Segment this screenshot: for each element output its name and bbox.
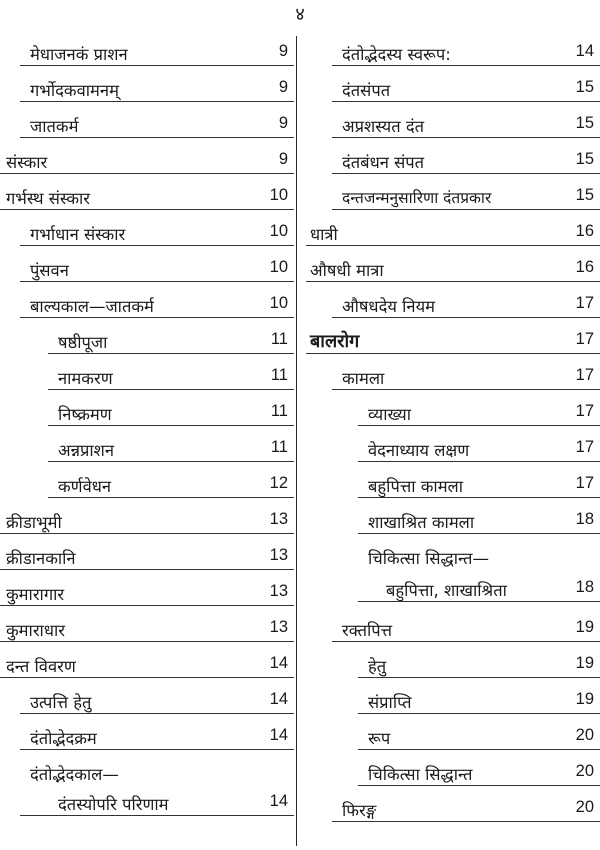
- toc-entry: [300, 434, 600, 464]
- toc-entry-page: 18: [575, 510, 594, 528]
- toc-entry-title: रूप: [368, 729, 391, 748]
- toc-entry-page: 17: [575, 474, 594, 492]
- entry-underline: [0, 209, 294, 210]
- entry-underline: [358, 425, 600, 426]
- toc-entry-page: 15: [575, 150, 594, 168]
- toc-entry: [0, 110, 294, 140]
- toc-entry: [300, 614, 600, 644]
- toc-entry-page: 17: [575, 330, 594, 348]
- toc-left-column: [0, 38, 294, 848]
- toc-entry: [0, 362, 294, 392]
- toc-entry-title: बाल्यकाल—जातकर्म: [30, 297, 154, 316]
- entry-underline: [332, 641, 600, 642]
- toc-entry-title: दंतबंधन संपत: [342, 153, 425, 172]
- toc-entry-page: 12: [269, 474, 288, 492]
- toc-entry-title: वेदनाध्याय लक्षण: [368, 441, 470, 460]
- entry-underline: [20, 317, 294, 318]
- toc-entry-page: 19: [575, 690, 594, 708]
- toc-entry-page: 9: [278, 150, 288, 168]
- toc-entry: [0, 290, 294, 320]
- toc-entry: [300, 794, 600, 824]
- entry-underline: [20, 281, 294, 282]
- toc-entry: [300, 218, 600, 248]
- toc-entry: [0, 722, 294, 752]
- entry-underline: [358, 713, 600, 714]
- entry-underline: [48, 389, 294, 390]
- toc-entry: [0, 758, 294, 788]
- toc-entry: [300, 182, 600, 212]
- toc-entry: [300, 470, 600, 500]
- toc-entry-page: 10: [269, 186, 288, 204]
- toc-entry-title: अन्नप्राशन: [58, 441, 115, 460]
- entry-underline: [20, 65, 294, 66]
- toc-entry-page: 10: [269, 258, 288, 276]
- entry-underline: [0, 641, 294, 642]
- toc-entry-page: 14: [269, 654, 288, 672]
- toc-entry-title: कर्णवेधन: [58, 477, 112, 496]
- toc-entry-page: 16: [575, 222, 594, 240]
- toc-entry-page: 10: [269, 222, 288, 240]
- toc-entry-title: धात्री: [310, 225, 338, 244]
- toc-entry: [0, 506, 294, 536]
- toc-entry-title: दंतस्योपरि परिणाम: [58, 795, 169, 814]
- toc-entry-page: 17: [575, 402, 594, 420]
- toc-entry-page: 13: [269, 510, 288, 528]
- toc-entry-title: फिरङ्ग: [342, 801, 377, 820]
- entry-underline: [358, 601, 600, 602]
- toc-entry: [300, 650, 600, 680]
- entry-underline: [332, 137, 600, 138]
- toc-entry-page: 18: [575, 578, 594, 596]
- toc-entry: [300, 574, 600, 604]
- toc-entry-title: दंतोद्भेदस्य स्वरूप:: [342, 45, 451, 64]
- toc-entry-title: कुमाराधार: [6, 621, 66, 640]
- entry-underline: [332, 821, 600, 822]
- entry-underline: [358, 677, 600, 678]
- entry-underline: [332, 173, 600, 174]
- toc-entry-page: 13: [269, 546, 288, 564]
- toc-entry: [0, 326, 294, 356]
- toc-entry: [300, 146, 600, 176]
- toc-entry-page: 11: [270, 330, 288, 348]
- entry-underline: [48, 461, 294, 462]
- toc-entry-title: दंतोद्भेदकाल—: [30, 765, 119, 784]
- entry-underline: [0, 533, 294, 534]
- entry-underline: [306, 245, 600, 246]
- toc-entry-title: मेधाजनकं प्राशन: [30, 45, 128, 64]
- toc-entry-page: 19: [575, 618, 594, 636]
- column-divider: [296, 36, 297, 846]
- toc-entry: [0, 38, 294, 68]
- page-number: ४: [295, 4, 305, 25]
- entry-underline: [306, 353, 600, 354]
- toc-entry-title: बालरोग: [310, 331, 360, 352]
- toc-entry: [300, 254, 600, 284]
- entry-underline: [0, 569, 294, 570]
- entry-underline: [358, 533, 600, 534]
- toc-entry-title: दंतसंपत: [342, 81, 391, 100]
- toc-entry-title: संस्कार: [6, 153, 48, 172]
- toc-entry: [0, 686, 294, 716]
- entry-underline: [20, 815, 294, 816]
- toc-entry-title: व्याख्या: [368, 405, 411, 424]
- toc-entry-title: क्रीडाभूमी: [6, 513, 62, 532]
- toc-entry-title: औषधदेय नियम: [342, 297, 436, 316]
- entry-underline: [332, 317, 600, 318]
- toc-entry-title: नामकरण: [58, 369, 113, 388]
- toc-entry: [0, 578, 294, 608]
- toc-entry-title: अप्रशस्यत दंत: [342, 117, 425, 136]
- toc-entry-page: 14: [269, 690, 288, 708]
- toc-entry: [0, 254, 294, 284]
- toc-entry-page: 19: [575, 654, 594, 672]
- toc-entry: [300, 38, 600, 68]
- toc-entry-title: दन्त विवरण: [6, 657, 76, 676]
- toc-entry-title: क्रीडानकानि: [6, 549, 76, 568]
- toc-entry-title: बहुपित्ता, शाखाश्रिता: [386, 581, 507, 600]
- toc-entry: [0, 398, 294, 428]
- toc-entry: [0, 434, 294, 464]
- toc-entry-title: संप्राप्ति: [368, 693, 412, 712]
- entry-underline: [0, 173, 294, 174]
- entry-underline: [358, 785, 600, 786]
- toc-entry-page: 10: [269, 294, 288, 312]
- toc-entry-title: शाखाश्रित कामला: [368, 513, 475, 532]
- toc-entry-title: गर्भोदकवामनम्: [30, 81, 119, 100]
- toc-entry: [300, 326, 600, 356]
- entry-underline: [48, 425, 294, 426]
- toc-entry-page: 15: [575, 186, 594, 204]
- toc-entry: [300, 542, 600, 572]
- toc-entry-page: 11: [270, 438, 288, 456]
- toc-entry-page: 11: [270, 402, 288, 420]
- toc-entry-page: 9: [278, 114, 288, 132]
- toc-entry-page: 17: [575, 438, 594, 456]
- toc-entry: [300, 686, 600, 716]
- toc-entry: [0, 542, 294, 572]
- toc-entry-page: 20: [575, 726, 594, 744]
- toc-entry-page: 9: [278, 42, 288, 60]
- toc-entry-page: 13: [269, 618, 288, 636]
- entry-underline: [20, 245, 294, 246]
- entry-underline: [20, 137, 294, 138]
- toc-entry: [0, 146, 294, 176]
- toc-entry-title: षष्ठीपूजा: [58, 333, 108, 352]
- toc-entry-page: 15: [575, 78, 594, 96]
- toc-entry-page: 17: [575, 366, 594, 384]
- toc-entry: [300, 722, 600, 752]
- toc-entry-page: 17: [575, 294, 594, 312]
- entry-underline: [358, 749, 600, 750]
- entry-underline: [20, 713, 294, 714]
- entry-underline: [358, 461, 600, 462]
- toc-entry: [0, 182, 294, 212]
- toc-entry: [300, 74, 600, 104]
- toc-entry-page: 9: [278, 78, 288, 96]
- entry-underline: [332, 209, 600, 210]
- toc-entry-title: गर्भाधान संस्कार: [30, 225, 126, 244]
- toc-entry-title: कामला: [342, 369, 385, 388]
- toc-entry-title: चिकित्सा सिद्धान्त: [368, 765, 473, 784]
- toc-right-column: [300, 38, 600, 848]
- toc-entry-title: दन्तजन्मनुसारिणा दंतप्रकार: [342, 189, 492, 207]
- toc-entry: [0, 218, 294, 248]
- toc-entry-page: 20: [575, 762, 594, 780]
- toc-entry-page: 20: [575, 798, 594, 816]
- entry-underline: [0, 605, 294, 606]
- toc-entry: [0, 650, 294, 680]
- entry-underline: [332, 101, 600, 102]
- entry-underline: [20, 749, 294, 750]
- toc-entry: [0, 74, 294, 104]
- entry-underline: [332, 65, 600, 66]
- entry-underline: [20, 101, 294, 102]
- toc-entry-page: 14: [269, 792, 288, 810]
- toc-entry: [300, 398, 600, 428]
- toc-entry-page: 15: [575, 114, 594, 132]
- entry-underline: [0, 677, 294, 678]
- entry-underline: [48, 353, 294, 354]
- toc-entry-title: बहुपित्ता कामला: [368, 477, 464, 496]
- entry-underline: [306, 281, 600, 282]
- toc-entry-title: दंतोद्भेदक्रम: [30, 729, 97, 748]
- entry-underline: [48, 497, 294, 498]
- toc-entry-page: 16: [575, 258, 594, 276]
- toc-entry: [0, 614, 294, 644]
- toc-entry: [0, 470, 294, 500]
- toc-entry: [300, 362, 600, 392]
- entry-underline: [332, 389, 600, 390]
- toc-entry-title: रक्तपित्त: [342, 621, 393, 640]
- toc-entry-title: औषधी मात्रा: [310, 261, 384, 280]
- toc-entry: [300, 506, 600, 536]
- toc-entry-title: चिकित्सा सिद्धान्त—: [368, 549, 489, 568]
- toc-entry-title: निष्क्रमण: [58, 405, 112, 424]
- toc-entry: [300, 110, 600, 140]
- toc-entry-title: कुमारागार: [6, 585, 65, 604]
- toc-entry-page: 14: [575, 42, 594, 60]
- toc-entry-title: उत्पत्ति हेतु: [30, 693, 92, 712]
- toc-entry-title: पुंसवन: [30, 261, 69, 280]
- toc-entry: [300, 758, 600, 788]
- toc-entry-title: गर्भस्थ संस्कार: [6, 189, 91, 208]
- toc-entry-title: जातकर्म: [30, 117, 79, 136]
- toc-entry-page: 13: [269, 582, 288, 600]
- toc-entry: [0, 788, 294, 818]
- toc-entry-page: 11: [270, 366, 288, 384]
- toc-entry-title: हेतु: [368, 657, 387, 676]
- toc-entry-page: 14: [269, 726, 288, 744]
- entry-underline: [358, 497, 600, 498]
- toc-entry: [300, 290, 600, 320]
